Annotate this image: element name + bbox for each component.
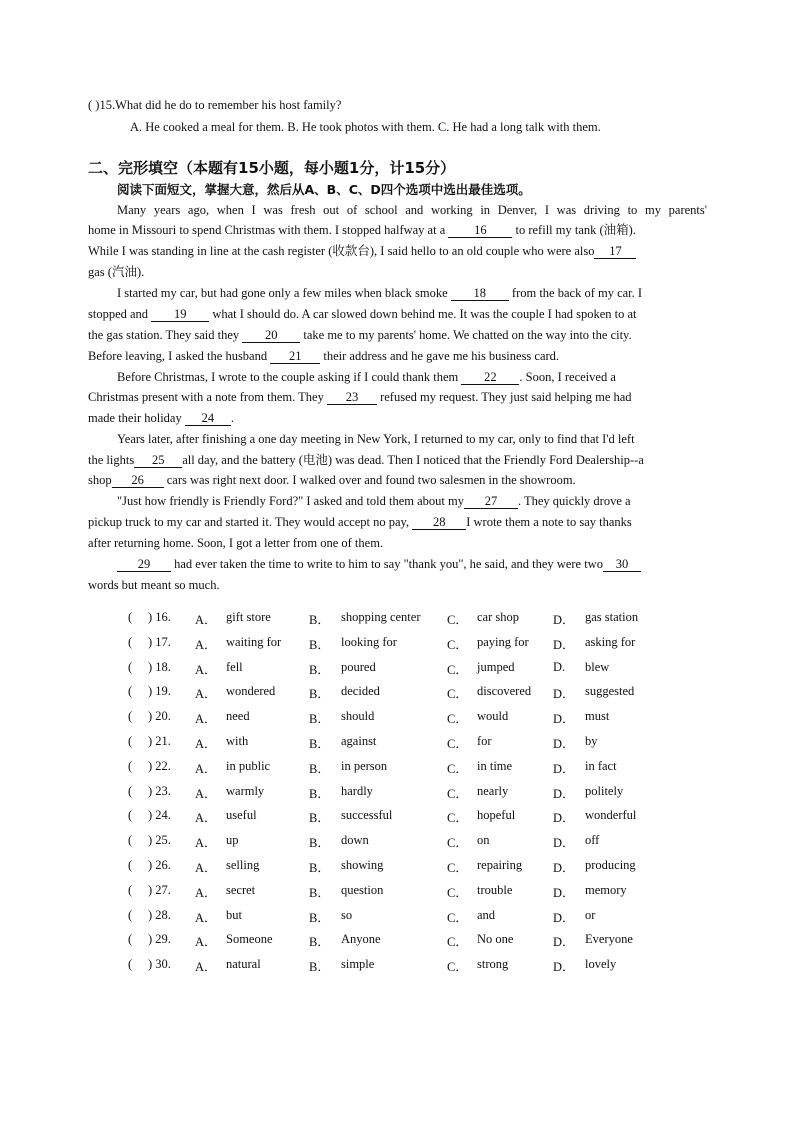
answer-paren[interactable]: ( [128, 684, 133, 699]
option-letter-a: A． [195, 613, 217, 627]
option-letter-b: B． [309, 861, 330, 875]
blank-20[interactable]: 20 [242, 328, 300, 343]
passage-text: all day, and the battery (电池) was dead. Then I noticed that the Friendly Ford Dealership--a [182, 453, 644, 467]
option-a[interactable]: secret [226, 882, 256, 897]
option-letter-b: B． [309, 836, 330, 851]
option-b[interactable]: looking for [341, 634, 397, 649]
option-letter-c: C． [447, 910, 468, 925]
option-letter-a: A． [195, 712, 217, 727]
question-15-options: A. He cooked a meal for them. B. He took photos with them. C. He had a long talk with them. [130, 120, 601, 134]
passage-text: home in Missouri to spend Christmas with them. I stopped halfway at a [88, 223, 446, 237]
option-a[interactable]: selling [226, 858, 260, 872]
option-letter-b: B． [309, 662, 330, 677]
option-letter-b: B． [309, 811, 330, 826]
option-letter-c: C． [447, 637, 468, 652]
passage-text: from the back of my car. I [511, 286, 643, 300]
option-b[interactable]: poured [341, 659, 376, 674]
option-d[interactable]: memory [585, 882, 627, 897]
question-number: ) 16. [148, 610, 171, 624]
option-a[interactable]: with [226, 734, 249, 748]
option-letter-a: A． [195, 836, 217, 851]
blank-18[interactable]: 18 [451, 286, 509, 301]
option-c[interactable]: discovered [477, 684, 532, 699]
question-number: ) 30. [148, 957, 171, 972]
option-letter-a: A． [195, 935, 217, 950]
option-row [0, 709, 794, 727]
answer-paren[interactable]: ( [128, 957, 133, 972]
passage-text: Before leaving, I asked the husband [88, 349, 268, 363]
option-row [0, 684, 794, 702]
option-letter-c: C． [447, 712, 468, 727]
option-letter-c: C． [447, 786, 468, 801]
option-letter-c: C． [447, 687, 468, 702]
blank-23[interactable]: 23 [327, 390, 377, 405]
option-letter-a: A． [195, 861, 217, 875]
option-letter-a: A． [195, 761, 217, 776]
passage-line [88, 243, 636, 259]
option-letter-a: A． [195, 662, 217, 677]
passage-line [88, 306, 637, 322]
passage-text: Before Christmas, I wrote to the couple asking if I could thank them [117, 370, 459, 384]
option-d[interactable]: must [585, 709, 610, 724]
option-row [0, 883, 794, 901]
option-b[interactable]: in person [341, 758, 388, 773]
option-a[interactable]: but [226, 907, 242, 922]
answer-paren[interactable]: ( [128, 808, 133, 823]
option-letter-b: B． [309, 910, 330, 925]
option-letter-b: B． [309, 786, 330, 801]
option-letter-a: A． [195, 687, 217, 702]
passage-text: the lights [88, 453, 135, 467]
answer-paren[interactable]: ( [128, 659, 133, 674]
answer-paren[interactable]: ( [128, 833, 133, 848]
option-letter-d: D． [553, 613, 575, 627]
option-letter-d: D． [553, 885, 575, 900]
option-letter-d: D． [553, 960, 575, 975]
answer-paren[interactable]: ( [128, 634, 133, 649]
option-letter-a: A． [195, 960, 217, 975]
passage-line [88, 452, 644, 468]
question-number: ) 23. [148, 783, 171, 798]
option-d[interactable]: asking for [585, 634, 636, 649]
option-letter-a: A． [195, 786, 217, 801]
option-row [0, 908, 794, 926]
option-letter-c: C． [447, 935, 468, 950]
passage-text: what I should do. A car slowed down behind me. It was the couple I had spoken to at [212, 307, 637, 321]
option-row [0, 833, 794, 851]
answer-paren[interactable]: ( [128, 709, 133, 724]
passage-text: . [230, 411, 234, 425]
option-letter-d: D． [553, 637, 575, 652]
option-c[interactable]: trouble [477, 882, 513, 897]
passage-text: . Soon, I received a [519, 370, 616, 384]
option-b[interactable]: showing [341, 858, 384, 872]
option-d[interactable]: blew [585, 659, 610, 674]
option-letter-b: B． [309, 712, 330, 727]
option-c[interactable]: nearly [477, 783, 509, 798]
option-letter-c: C． [447, 836, 468, 851]
passage-line [88, 472, 576, 488]
option-b[interactable]: question [341, 882, 384, 897]
option-c[interactable]: hopeful [477, 808, 516, 823]
option-letter-b: B． [309, 960, 330, 975]
option-d[interactable]: or [585, 907, 596, 922]
passage-line [88, 348, 559, 364]
option-b[interactable]: against [341, 734, 377, 748]
question-number: ) 25. [148, 833, 171, 848]
option-letter-b: B． [309, 935, 330, 950]
passage-text: pickup truck to my car and started it. They would accept no pay, [88, 515, 410, 529]
blank-21[interactable]: 21 [270, 349, 320, 364]
option-letter-d: D． [553, 935, 575, 950]
answer-paren[interactable]: ( [128, 783, 133, 798]
passage-text: take me to my parents' home. We chatted on the way into the city. [303, 328, 632, 342]
passage-line: Years later, after finishing a one day meeting in New York, I returned to my car, only to find that I'd left [117, 432, 635, 446]
blank-22[interactable]: 22 [461, 370, 519, 385]
passage-text: . They quickly drove a [517, 494, 631, 508]
option-letter-c: C． [447, 960, 468, 975]
option-d[interactable]: in fact [585, 758, 617, 773]
question-15 [88, 97, 341, 113]
option-a[interactable]: warmly [226, 783, 265, 798]
passage-line: gas (汽油). [88, 265, 145, 279]
question-number: ) 29. [148, 932, 171, 947]
passage-line [88, 327, 632, 343]
passage-text: "Just how friendly is Friendly Ford?" I asked and told them about my [117, 494, 464, 508]
option-a[interactable]: wondered [226, 684, 276, 699]
passage-text: cars was right next door. I walked over and found two salesmen in the showroom. [166, 473, 576, 487]
option-letter-c: C． [447, 885, 468, 900]
option-d[interactable]: by [585, 734, 598, 748]
passage-text: the gas station. They said they [88, 328, 240, 342]
option-letter-d: D． [553, 836, 575, 851]
option-letter-b: B． [309, 761, 330, 776]
option-row [0, 808, 794, 826]
option-a[interactable]: up [226, 833, 239, 848]
blank-24[interactable]: 24 [185, 411, 231, 426]
option-letter-c: C． [447, 662, 468, 677]
option-c[interactable]: car shop [477, 610, 519, 624]
option-letter-d: D． [553, 761, 575, 776]
answer-paren: ( ) [88, 98, 100, 112]
blank-28[interactable]: 28 [412, 515, 466, 530]
section-heading: 二、完形填空（本题有15小题，每小题1分，计15分） [88, 159, 456, 177]
option-c[interactable]: in time [477, 758, 513, 773]
option-b[interactable]: shopping center [341, 610, 421, 624]
option-row [0, 610, 794, 628]
option-c[interactable]: strong [477, 957, 509, 972]
blank-19[interactable]: 19 [151, 307, 209, 322]
passage-line [88, 222, 636, 238]
option-d[interactable]: lovely [585, 957, 617, 972]
option-row [0, 932, 794, 950]
option-c[interactable]: repairing [477, 858, 523, 872]
option-letter-b: B． [309, 737, 330, 751]
option-row [0, 660, 794, 678]
option-b[interactable]: down [341, 833, 369, 848]
passage-text: Christmas present with a note from them. They [88, 390, 324, 404]
option-letter-b: B． [309, 637, 330, 652]
passage-line: Many years ago, when I was fresh out of school and working in Denver, I was driving to my parents' [117, 203, 707, 217]
option-letter-a: A． [195, 637, 217, 652]
option-b[interactable]: so [341, 907, 353, 922]
answer-paren[interactable]: ( [128, 907, 133, 922]
option-row [0, 784, 794, 802]
option-c[interactable]: on [477, 833, 490, 848]
option-row [0, 734, 794, 752]
passage-line: after returning home. Soon, I got a letter from one of them. [88, 536, 384, 550]
option-letter-b: B． [309, 613, 330, 627]
option-c[interactable]: jumped [477, 659, 515, 674]
question-number: ) 19. [148, 684, 171, 699]
option-b[interactable]: Anyone [341, 932, 381, 947]
option-letter-a: A． [195, 910, 217, 925]
passage-text: made their holiday [88, 411, 182, 425]
question-number: ) 17. [148, 634, 171, 649]
blank-27[interactable]: 27 [464, 494, 518, 509]
option-row [0, 759, 794, 777]
option-letter-d: D． [553, 786, 575, 801]
passage-line [88, 389, 632, 405]
blank-26[interactable]: 26 [112, 473, 164, 488]
question-number: ) 18. [148, 659, 171, 674]
answer-paren[interactable]: ( [128, 758, 133, 773]
question-number: ) 20. [148, 709, 171, 724]
passage-text: their address and he gave me his business card. [323, 349, 560, 363]
option-a[interactable]: need [226, 709, 250, 724]
option-letter-a: A． [195, 885, 217, 900]
option-row [0, 957, 794, 975]
option-letter-a: A． [195, 811, 217, 826]
option-letter-d: D． [553, 861, 575, 875]
question-number: ) 28. [148, 907, 171, 922]
question-number: ) 21. [148, 734, 171, 748]
option-a[interactable]: waiting for [226, 634, 282, 649]
option-b[interactable]: should [341, 709, 375, 724]
option-letter-d: D. [553, 659, 566, 674]
blank-16[interactable]: 16 [448, 223, 512, 238]
option-d[interactable]: Everyone [585, 932, 633, 947]
option-letter-c: C． [447, 811, 468, 826]
passage-text: shop [88, 473, 112, 487]
passage-line [117, 556, 641, 572]
passage-line [88, 514, 632, 530]
option-d[interactable]: producing [585, 858, 636, 872]
option-letter-d: D． [553, 910, 575, 925]
passage-line [117, 285, 642, 301]
answer-paren[interactable]: ( [128, 932, 133, 947]
option-letter-c: C． [447, 861, 468, 875]
option-letter-c: C． [447, 761, 468, 776]
option-a[interactable]: gift store [226, 610, 271, 624]
blank-29[interactable]: 29 [117, 557, 171, 572]
option-d[interactable]: off [585, 833, 600, 848]
option-letter-c: C． [447, 613, 468, 627]
option-a[interactable]: useful [226, 808, 257, 823]
option-a[interactable]: Someone [226, 932, 273, 947]
question-number: ) 24. [148, 808, 171, 823]
option-b[interactable]: simple [341, 957, 375, 972]
question-number: ) 27. [148, 882, 171, 897]
blank-25[interactable]: 25 [134, 453, 182, 468]
option-a[interactable]: fell [226, 659, 243, 674]
option-letter-b: B． [309, 687, 330, 702]
option-letter-a: A． [195, 737, 217, 751]
question-number: ) 26. [148, 858, 171, 872]
option-row [0, 858, 794, 876]
section-instruction: 阅读下面短文，掌握大意，然后从A、B、C、D四个选项中选出最佳选项。 [117, 182, 531, 197]
passage-line [88, 410, 234, 426]
question-stem: 15.What did he do to remember his host family? [99, 98, 342, 112]
passage-text: I wrote them a note to say thanks [466, 515, 632, 529]
option-d[interactable]: wonderful [585, 808, 637, 823]
answer-paren[interactable]: ( [128, 858, 133, 872]
option-d[interactable]: gas station [585, 610, 639, 624]
option-c[interactable]: paying for [477, 634, 529, 649]
option-letter-d: D． [553, 687, 575, 702]
answer-paren[interactable]: ( [128, 734, 133, 748]
option-letter-d: D． [553, 737, 575, 751]
option-row [0, 635, 794, 653]
option-letter-d: D． [553, 712, 575, 727]
option-d[interactable]: politely [585, 783, 624, 798]
passage-line: words but meant so much. [88, 578, 220, 592]
option-c[interactable]: No one [477, 932, 514, 947]
option-letter-c: C． [447, 737, 468, 751]
option-letter-b: B． [309, 885, 330, 900]
passage-text: While I was standing in line at the cash register (收款台), I said hello to an old couple who were also [88, 244, 595, 258]
option-c[interactable]: and [477, 907, 496, 922]
question-number: ) 22. [148, 758, 171, 773]
passage-text: refused my request. They just said helping me had [380, 390, 632, 404]
option-a[interactable]: natural [226, 957, 261, 972]
option-a[interactable]: in public [226, 758, 271, 773]
passage-text: stopped and [88, 307, 149, 321]
option-d[interactable]: suggested [585, 684, 635, 699]
option-c[interactable]: would [477, 709, 509, 724]
answer-paren[interactable]: ( [128, 610, 133, 624]
blank-30[interactable]: 30 [603, 557, 641, 572]
option-c[interactable]: for [477, 734, 492, 748]
passage-line [117, 493, 631, 509]
passage-text: had ever taken the time to write to him to say "thank you", he said, and they were two [174, 557, 603, 571]
passage-text: to refill my tank (油箱). [515, 223, 636, 237]
passage-line [117, 369, 616, 385]
blank-17[interactable]: 17 [594, 244, 636, 259]
option-b[interactable]: successful [341, 808, 393, 823]
option-b[interactable]: hardly [341, 783, 373, 798]
answer-paren[interactable]: ( [128, 882, 133, 897]
option-letter-d: D． [553, 811, 575, 826]
option-b[interactable]: decided [341, 684, 380, 699]
passage-text: I started my car, but had gone only a few miles when black smoke [117, 286, 448, 300]
